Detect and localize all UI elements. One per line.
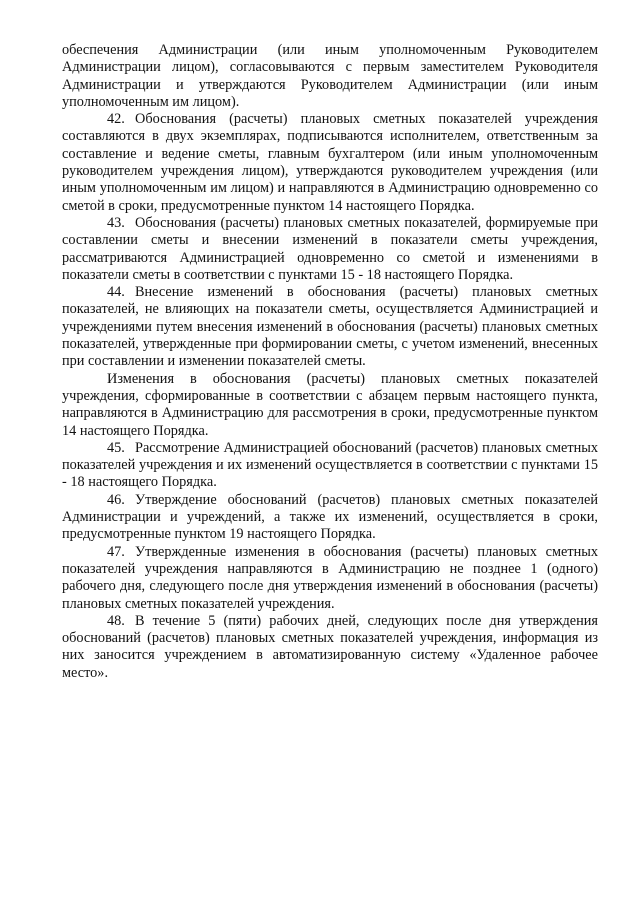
paragraph-47 <box>62 544 598 613</box>
document-page <box>62 42 598 682</box>
paragraph-number: 42. <box>107 111 125 128</box>
paragraph-text: Рассмотрение Администрацией обоснований (расчетов) плановых сметных показателей учреждения и их изменений осуществляется в соответствии с пунктами 15 - 18 настоящего Порядка. <box>62 439 598 491</box>
paragraph-continuation <box>62 42 598 111</box>
paragraph-number: 47. <box>107 543 125 560</box>
paragraph-text: Обоснования (расчеты) плановых сметных показателей, формируемые при составлении сметы и внесении изменений в показатели сметы учреждения, рассматриваются Администрацией одновременно со сметой и изменениями в показатели сметы в соответствии с пунктами 15 - 18 настоящего Порядка. <box>62 214 598 283</box>
paragraph-text: Внесение изменений в обоснования (расчеты) плановых сметных показателей, не влияющих на показатели сметы, осуществляется Администрацией и учреждениями путем внесения изменений в обоснования (расчеты) плановых сметных показателей, утвержденные при формировании сметы, с учетом изменений, внесенных при составлении и изменении показателей сметы. <box>62 284 598 370</box>
paragraph-text: обеспечения Администрации (или иным уполномоченным Руководителем Администрации лицом), согласовываются с первым заместителем Руководителя Администрации и утверждаются Руководителем Администрации (или иным уполномоченным им лицом). <box>62 42 598 110</box>
paragraph-number: 44. <box>107 284 125 301</box>
paragraph-44 <box>62 284 598 370</box>
paragraph-42 <box>62 111 598 215</box>
paragraph-46 <box>62 492 598 544</box>
paragraph-44-second <box>62 371 598 440</box>
paragraph-text: Обоснования (расчеты) плановых сметных показателей учреждения составляются в двух экземплярах, подписываются исполнителем, ответственным за составление и ведение сметы, главным бухгалтером (или иным уполномоченным руководителем учреждения лицом), утверждаются руководителем учреждения (или иным уполномоченным им лицом) и направляются в Администрацию одновременно со сметой в сроки, предусмотренные пунктом 14 настоящего Порядка. <box>62 111 598 214</box>
paragraph-48 <box>62 613 598 682</box>
paragraph-number: 46. <box>107 491 125 508</box>
paragraph-text: Изменения в обоснования (расчеты) плановых сметных показателей учреждения, сформированные в соответствии с абзацем первым настоящего пункта, направляются в Администрацию для рассмотрения в сроки, предусмотренные пунктом 14 настоящего Порядка. <box>62 370 598 439</box>
paragraph-43 <box>62 215 598 284</box>
paragraph-text: В течение 5 (пяти) рабочих дней, следующих после дня утверждения обоснований (расчетов) плановых сметных показателей учреждения, информация из них заносится учреждением в автоматизированную систему «Удаленное рабочее место». <box>62 612 598 681</box>
paragraph-number: 48. <box>107 612 125 629</box>
paragraph-number: 45. <box>107 439 125 456</box>
paragraph-number: 43. <box>107 214 125 231</box>
paragraph-text: Утверждение обоснований (расчетов) плановых сметных показателей Администрации и учреждений, а также их изменений, осуществляется в сроки, предусмотренные пунктом 19 настоящего Порядка. <box>62 491 598 543</box>
paragraph-45 <box>62 440 598 492</box>
paragraph-text: Утвержденные изменения в обоснования (расчеты) плановых сметных показателей учреждения направляются в Администрацию не позднее 1 (одного) рабочего дня, следующего после дня утверждения изменений в обоснования (расчеты) плановых сметных показателей учреждения. <box>62 543 598 612</box>
